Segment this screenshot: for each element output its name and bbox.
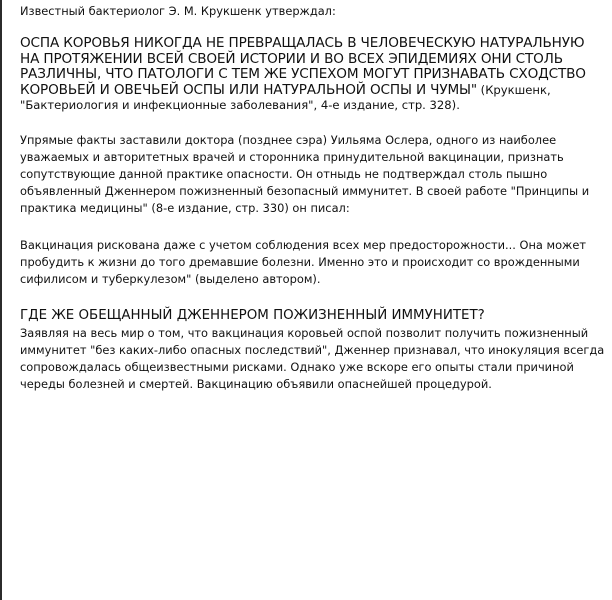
quote-caps-text: ОСПА КОРОВЬЯ НИКОГДА НЕ ПРЕВРАЩАЛАСЬ В ЧЕЛОВЕЧЕСКУЮ НАТУРАЛЬНУЮ НА ПРОТЯЖЕНИИ ВСЕЙ СВОЕЙ ИСТОРИИ И ВО ВСЕХ ЭПИДЕМИЯХ ОНИ СТОЛЬ РАЗЛИЧНЫ, ЧТО ПАТОЛОГИ С ТЕМ ЖЕ УСПЕХОМ МОГУТ ПРИЗНАВАТЬ СХОДСТВО КОРОВЬЕЙ И ОВЕЧЬЕЙ ОСПЫ ИЛИ НАТУРАЛЬНОЙ ОСПЫ И ЧУМЫ" bbox=[20, 35, 586, 98]
intro-line: Известный бактериолог Э. М. Крукшенк утверждал: bbox=[20, 4, 336, 18]
cruikshank-quote bbox=[20, 36, 606, 114]
paragraph-osler: Упрямые факты заставили доктора (позднее сэра) Уильяма Ослера, одного из наиболее уважаемых и авторитетных врачей и сторонника принудительной вакцинации, признать сопутствующие данной практике опасности. Он отныдь не подтверждал столь пышно объявленный Дженнером пожизненный безопасный иммунитет. В своей работе "Принципы и практика медицины" (8-е издание, стр. 330) он писал: bbox=[20, 132, 590, 215]
section-heading: ГДЕ ЖЕ ОБЕЩАННЫЙ ДЖЕННЕРОМ ПОЖИЗНЕННЫЙ ИММУНИТЕТ? bbox=[20, 307, 485, 323]
paragraph-final: Заявляя на весь мир о том, что вакцинация коровьей оспой позволит получить пожизненный иммунитет "без каких-либо опасных последствий", Дженнер признавал, что инокуляция всегда сопровождалась общеизвестными рисками. Однако уже вскоре его опыты стали причиной череды болезней и смертей. Вакцинацию объявили опаснейшей процедурой. bbox=[20, 325, 605, 391]
quote-source: (Крукшенк, "Бактериология и инфекционные заболевания", 4-е издание, стр. 328). bbox=[20, 82, 551, 112]
paragraph-risk: Вакцинация рискована даже с учетом соблюдения всех мер предосторожности... Она может пробудить к жизни до того дремавшие болезни. Именно это и происходит со врожденными сифилисом и туберкулезом" (выделено автором). bbox=[20, 237, 586, 286]
